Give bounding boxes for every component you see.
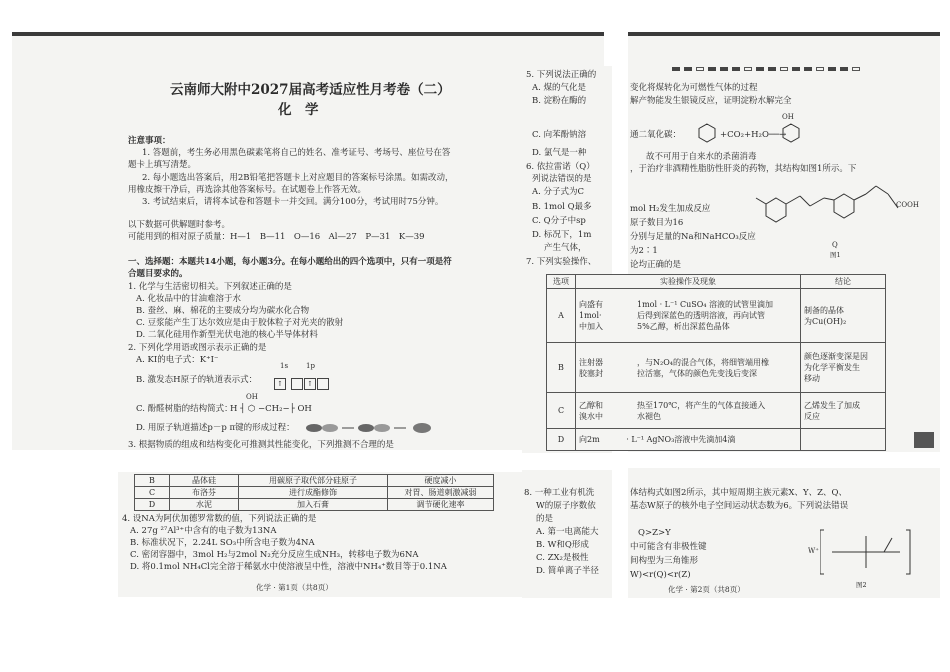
oh-label: OH	[246, 393, 258, 401]
question-5: 5. 下列说法正确的	[526, 70, 597, 80]
notice-line: 用橡皮擦干净后，再选涂其他答案标号。在试题卷上作答无效。	[128, 185, 367, 195]
orbital-boxes: ↑ ↑	[274, 373, 330, 392]
table-cell	[801, 289, 886, 343]
cell-line: 为Cu(OH)₂	[804, 316, 847, 326]
cell-line: · L⁻¹ AgNO₃溶液中先滴加4滴	[626, 435, 736, 444]
option: A. 27g ²⁷Al³⁺中含有的电子数为13NA	[130, 526, 277, 536]
notice-line: 1. 答题前，考生务必用黑色碳素笔将自己的姓名、准考证号、考场号、座位号在答	[142, 148, 451, 158]
fig1-caption: 图1	[830, 251, 841, 259]
option: D. 简单离子半径	[536, 566, 599, 576]
cooh-label: COOH	[896, 201, 919, 209]
table-cell: 硬度减小	[388, 475, 494, 487]
option: B. 标准状况下，2.24L SO₃中所含电子数为4NA	[130, 538, 315, 548]
cell-line: 向盛有	[579, 300, 603, 309]
notice-line: 题卡上填写清楚。	[128, 160, 197, 170]
orbital-label: 1p	[306, 362, 315, 370]
option: B. 激发态H原子的轨道表示式：	[136, 375, 258, 385]
table-cell: D	[547, 429, 576, 451]
option: C. ZX₂是极性	[536, 553, 589, 563]
table-row	[135, 487, 494, 499]
cell-line: ，与N₂O₄的混合气体，将细管端用橡	[637, 357, 769, 367]
option: A. 煤的气化是	[532, 83, 587, 93]
q3-table	[134, 474, 494, 511]
question-7: 7. 下列实验操作、	[526, 257, 597, 267]
table-cell: 用碳原子取代部分硅原子	[239, 475, 388, 487]
table-row	[547, 393, 886, 429]
table-cell: C	[547, 393, 576, 429]
question-8-cont: 的是	[536, 514, 554, 524]
page-footer: 化学 · 第1页（共8页）	[256, 583, 333, 592]
table-row	[135, 475, 494, 487]
header-dash-row	[672, 56, 864, 75]
option: B. 淀粉在酶的	[532, 96, 587, 106]
question-4: 4. 设NA为阿伏加德罗常数的值，下列说法正确的是	[122, 514, 317, 524]
cell-line: 胶塞封	[579, 368, 603, 378]
fig1-label: Q	[832, 241, 838, 249]
fig2-structure	[820, 524, 916, 580]
cell-line: 颜色逐渐变深是因	[804, 352, 868, 361]
benzene-ring	[696, 122, 718, 144]
table-header: 选项	[547, 275, 576, 289]
text-line: 论均正确的是	[630, 260, 682, 270]
option: D. 二氧化硅用作新型光伏电池的核心半导体材料	[136, 330, 318, 340]
table-row	[547, 343, 886, 393]
top-rule	[12, 32, 604, 36]
table-cell: A	[547, 289, 576, 343]
cell-line: 1mol · L⁻¹ CuSO₄ 溶液的试管里滴加	[637, 300, 774, 309]
option: C. 向苯酚钠溶	[532, 130, 587, 140]
data-note: 以下数据可供解题时参考。	[128, 220, 231, 230]
table-header: 实验操作及现象	[576, 275, 801, 289]
question-1: 1. 化学与生活密切相关。下列叙述正确的是	[128, 282, 292, 292]
table-cell: B	[135, 475, 170, 487]
text-line: W)<r(Q)<r(Z)	[630, 570, 691, 580]
text-line: 体结构式如图2所示，其中短周期主族元素X、Y、Z、Q、	[630, 488, 847, 498]
cell-line: 向2m	[579, 435, 600, 444]
q7-table	[546, 274, 886, 451]
table-cell: 水泥	[170, 499, 239, 511]
cell-line: 水褪色	[637, 411, 661, 421]
text-line: 通二氧化碳：	[630, 130, 682, 140]
option: C. 密闭容器中，3mol H₂与2mol N₂充分反应生成NH₃，转移电子数为6NA	[130, 550, 419, 560]
page1-upper	[12, 32, 604, 450]
text-line: 变化将煤转化为可燃性气体的过程	[630, 83, 758, 93]
cell-line: 中加入	[579, 322, 603, 331]
table-cell	[576, 343, 801, 393]
option: A. 化妆品中的甘油难溶于水	[136, 294, 242, 304]
page2-left-lower	[522, 470, 612, 598]
question-3: 3. 根据物质的组成和结构变化可推测其性能变化，下列推测不合理的是	[128, 440, 394, 450]
orbital-label: 1s	[280, 362, 289, 370]
table-cell: 加入石膏	[239, 499, 388, 511]
table-row	[547, 289, 886, 343]
cell-line: 乙烯发生了加成	[804, 400, 860, 410]
option: A. KI的电子式：K⁺I⁻	[136, 355, 219, 365]
table-cell: D	[135, 499, 170, 511]
table-cell: 进行成酯修饰	[239, 487, 388, 499]
option: D. 用原子轨道描述p－p π键的形成过程：	[136, 423, 295, 433]
cell-line: 反应	[804, 411, 820, 421]
page2-right-lower	[628, 468, 940, 598]
notice-heading: 注意事项：	[128, 136, 171, 146]
benzene-ring	[780, 122, 802, 144]
table-row	[547, 429, 886, 451]
text-line: 分别与足量的Na和NaHCO₃反应	[630, 232, 756, 242]
page-footer: 化学 · 第2页（共8页）	[668, 585, 745, 594]
question-6-cont: 列说法错误的是	[532, 174, 592, 184]
cell-line: 5%乙醇，析出深蓝色晶体	[637, 322, 730, 331]
option: B. 蚕丝、麻、棉花的主要成分均为碳水化合物	[136, 306, 310, 316]
option: A. 第一电离能大	[536, 527, 599, 537]
text-line: 解产物能发生银镜反应，证明淀粉水解完全	[630, 96, 792, 106]
text-line: 间构型为三角锥形	[630, 556, 699, 566]
table-cell	[576, 289, 801, 343]
top-rule	[628, 32, 940, 36]
table-cell	[801, 429, 886, 451]
table-cell	[801, 393, 886, 429]
subject-title: 化 学	[278, 102, 319, 118]
table-cell: 布洛芬	[170, 487, 239, 499]
table-cell: B	[547, 343, 576, 393]
option: C. 酚醛树脂的结构简式：	[136, 404, 233, 414]
text-line: 为2∶1	[630, 246, 658, 256]
notice-line: 3. 考试结束后，请将本试卷和答题卡一并交回。满分100分，考试用时75分钟。	[142, 197, 444, 207]
cell-line: 为化学平衡发生	[804, 363, 860, 372]
option: D. 氯气是一种	[532, 148, 587, 158]
table-cell	[801, 343, 886, 393]
option: B. W和Q形成	[536, 540, 589, 550]
text-line: ，于治疗非酒精性脂肪性肝炎的药物，其结构如图1所示。下	[630, 164, 857, 174]
question-6: 6. 依拉雷诺（Q）	[526, 162, 595, 172]
table-cell: 调节硬化速率	[388, 499, 494, 511]
option: C. Q分子中sp	[532, 216, 586, 226]
section-heading: 合题目要求的。	[128, 269, 188, 279]
fig2-caption: 图2	[856, 581, 867, 589]
cell-line: 注射器	[579, 357, 603, 367]
cell-line: 移动	[804, 374, 820, 383]
option: A. 分子式为C	[532, 187, 585, 197]
cell-line: 后得到深蓝色的透明溶液，再向试管	[637, 311, 765, 320]
fig2-w-label: W⁺	[808, 547, 819, 555]
table-cell	[576, 393, 801, 429]
table-header: 结论	[801, 275, 886, 289]
option-cont: 产生气体，	[544, 243, 587, 253]
question-8-cont: W的原子序数依	[536, 501, 596, 511]
text-line: 原子数目为16	[630, 218, 684, 228]
cell-line: 1mol·	[579, 311, 602, 320]
pi-bond-diagram	[302, 420, 442, 436]
table-cell: 对胃、肠道刺激减弱	[388, 487, 494, 499]
cell-line: 乙醇和	[579, 400, 603, 410]
option: B. 1mol Q最多	[532, 202, 592, 212]
exam-title: 云南师大附中2027届高考适应性月考卷（二）	[170, 82, 451, 98]
cell-line: 热至170℃，将产生的气体直接通入	[637, 400, 766, 410]
cell-line: 制备的晶体	[804, 305, 844, 315]
option: C. 豆浆能产生丁达尔效应是由于胶体粒子对光夹的散射	[136, 318, 344, 328]
table-cell	[576, 429, 801, 451]
table-header-row	[547, 275, 886, 289]
table-cell: 晶体硅	[170, 475, 239, 487]
cell-line: 拉活塞，气体的颜色先变浅后变深	[637, 368, 757, 378]
resin-structure: H ┤ ⬡ −CH₂−├ OH	[230, 404, 312, 414]
atomic-mass-line: 可能用到的相对原子质量：H—1 B—11 O—16 Al—27 P—31 K—39	[128, 232, 425, 242]
text-line: 故不可用于自来水的杀菌消毒	[646, 152, 757, 162]
text-line: 中可能含有非极性键	[630, 542, 707, 552]
text-line: Q>Z>Y	[638, 528, 671, 538]
phenol-equation: +CO₂+H₂O──→	[720, 130, 787, 140]
question-2: 2. 下列化学用语或图示表示正确的是	[128, 343, 267, 353]
oh-label: OH	[782, 113, 794, 121]
question-8: 8. 一种工业有机洗	[524, 488, 595, 498]
option: D. 将0.1mol NH₄Cl完全溶于稀氨水中使溶液呈中性，溶液中NH₄⁺数目等于0.1NA	[130, 562, 447, 572]
option: D. 标况下，1m	[532, 230, 592, 240]
table-cell: C	[135, 487, 170, 499]
cell-line: 溴水中	[579, 411, 603, 421]
edge-tab	[914, 432, 934, 448]
text-line: 基态W原子的核外电子空间运动状态数为6。下列说法错误	[630, 501, 849, 511]
notice-line: 2. 每小题选出答案后，用2B铅笔把答题卡上对应题目的答案标号涂黑。如需改动，	[142, 173, 454, 183]
section-heading: 一、选择题：本题共14小题，每小题3分。在每小题给出的四个选项中，只有一项是符	[128, 257, 452, 267]
text-line: mol H₂发生加成反应	[630, 204, 711, 214]
table-row	[135, 499, 494, 511]
